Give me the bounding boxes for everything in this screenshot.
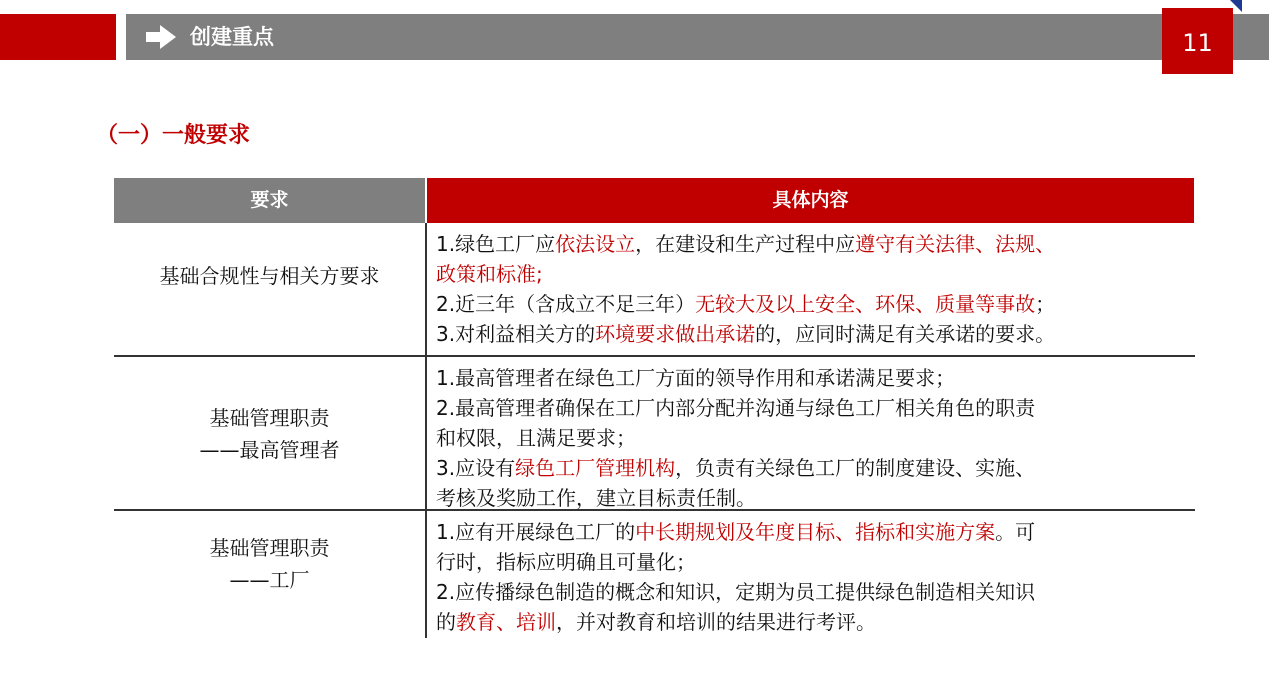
content-line: [436, 229, 1188, 259]
content-line: [436, 319, 1188, 349]
table-row-1-content: [436, 229, 1188, 349]
content-text: 2.最高管理者确保在工厂内部分配并沟通与绿色工厂相关角色的职责: [436, 396, 1036, 420]
table-row-2-requirement: [114, 402, 425, 466]
content-text: 和权限，且满足要求；: [436, 426, 636, 450]
requirement-line: 基础管理职责: [209, 536, 330, 560]
content-line: [436, 547, 1188, 577]
table-header-requirement: 要求: [114, 178, 425, 223]
highlighted-text: 绿色工厂管理机构: [515, 456, 676, 480]
header-red-block: [0, 14, 116, 60]
table-row-1-requirement: [114, 260, 425, 292]
table-row-3-requirement: [114, 532, 425, 596]
content-text: 2.近三年（含成立不足三年）: [436, 292, 696, 316]
table-row-3-content: [436, 517, 1188, 637]
content-text: 1.应有开展绿色工厂的: [436, 520, 636, 544]
table-row-divider: [114, 355, 1195, 357]
table-row-2-content: [436, 363, 1188, 513]
header-bar: [126, 14, 1269, 60]
content-text: 3.应设有: [436, 456, 516, 480]
corner-triangle-icon: [1230, 0, 1242, 12]
table-column-divider: [425, 223, 427, 638]
content-line: [436, 517, 1188, 547]
highlighted-text: 依法设立: [555, 232, 636, 256]
content-text: ；: [1035, 292, 1056, 316]
content-text: ，在建设和生产过程中应: [635, 232, 856, 256]
content-line: [436, 453, 1188, 483]
content-text: 。可: [995, 520, 1036, 544]
header-title: 创建重点: [190, 25, 274, 49]
highlighted-text: 遵守有关法律、法规、: [855, 232, 1056, 256]
content-line: [436, 607, 1188, 637]
content-line: [436, 363, 1188, 393]
requirement-line: 基础合规性与相关方要求: [159, 264, 380, 288]
content-line: [436, 289, 1188, 319]
content-text: 3.对利益相关方的: [436, 322, 596, 346]
highlighted-text: 无较大及以上安全、环保、质量等事故: [695, 292, 1036, 316]
section-title: （一）一般要求: [96, 123, 251, 148]
highlighted-text: 环境要求做出承诺: [595, 322, 756, 346]
highlighted-text: 政策和标准;: [436, 262, 543, 286]
highlighted-text: 中长期规划及年度目标、指标和实施方案: [635, 520, 996, 544]
content-text: ，负责有关绿色工厂的制度建设、实施、: [675, 456, 1036, 480]
table-header-content: 具体内容: [427, 178, 1194, 223]
content-text: 行时，指标应明确且可量化；: [436, 550, 696, 574]
content-line: [436, 483, 1188, 513]
content-line: [436, 423, 1188, 453]
content-text: 的，应同时满足有关承诺的要求。: [755, 322, 1056, 346]
right-arrow-icon: [146, 25, 176, 49]
content-text: 1.最高管理者在绿色工厂方面的领导作用和承诺满足要求；: [436, 366, 956, 390]
content-text: ，并对教育和培训的结果进行考评。: [556, 610, 876, 634]
requirement-line: 基础管理职责: [209, 406, 330, 430]
content-line: [436, 259, 1188, 289]
content-text: 的: [436, 610, 456, 634]
content-text: 1.绿色工厂应: [436, 232, 556, 256]
content-text: 2.应传播绿色制造的概念和知识，定期为员工提供绿色制造相关知识: [436, 580, 1036, 604]
highlighted-text: 教育、培训: [456, 610, 556, 634]
content-line: [436, 393, 1188, 423]
page-number: 11: [1162, 8, 1233, 74]
content-text: 考核及奖励工作，建立目标责任制。: [436, 486, 756, 510]
requirement-line: ——最高管理者: [199, 438, 340, 462]
requirement-line: ——工厂: [229, 568, 310, 592]
content-line: [436, 577, 1188, 607]
